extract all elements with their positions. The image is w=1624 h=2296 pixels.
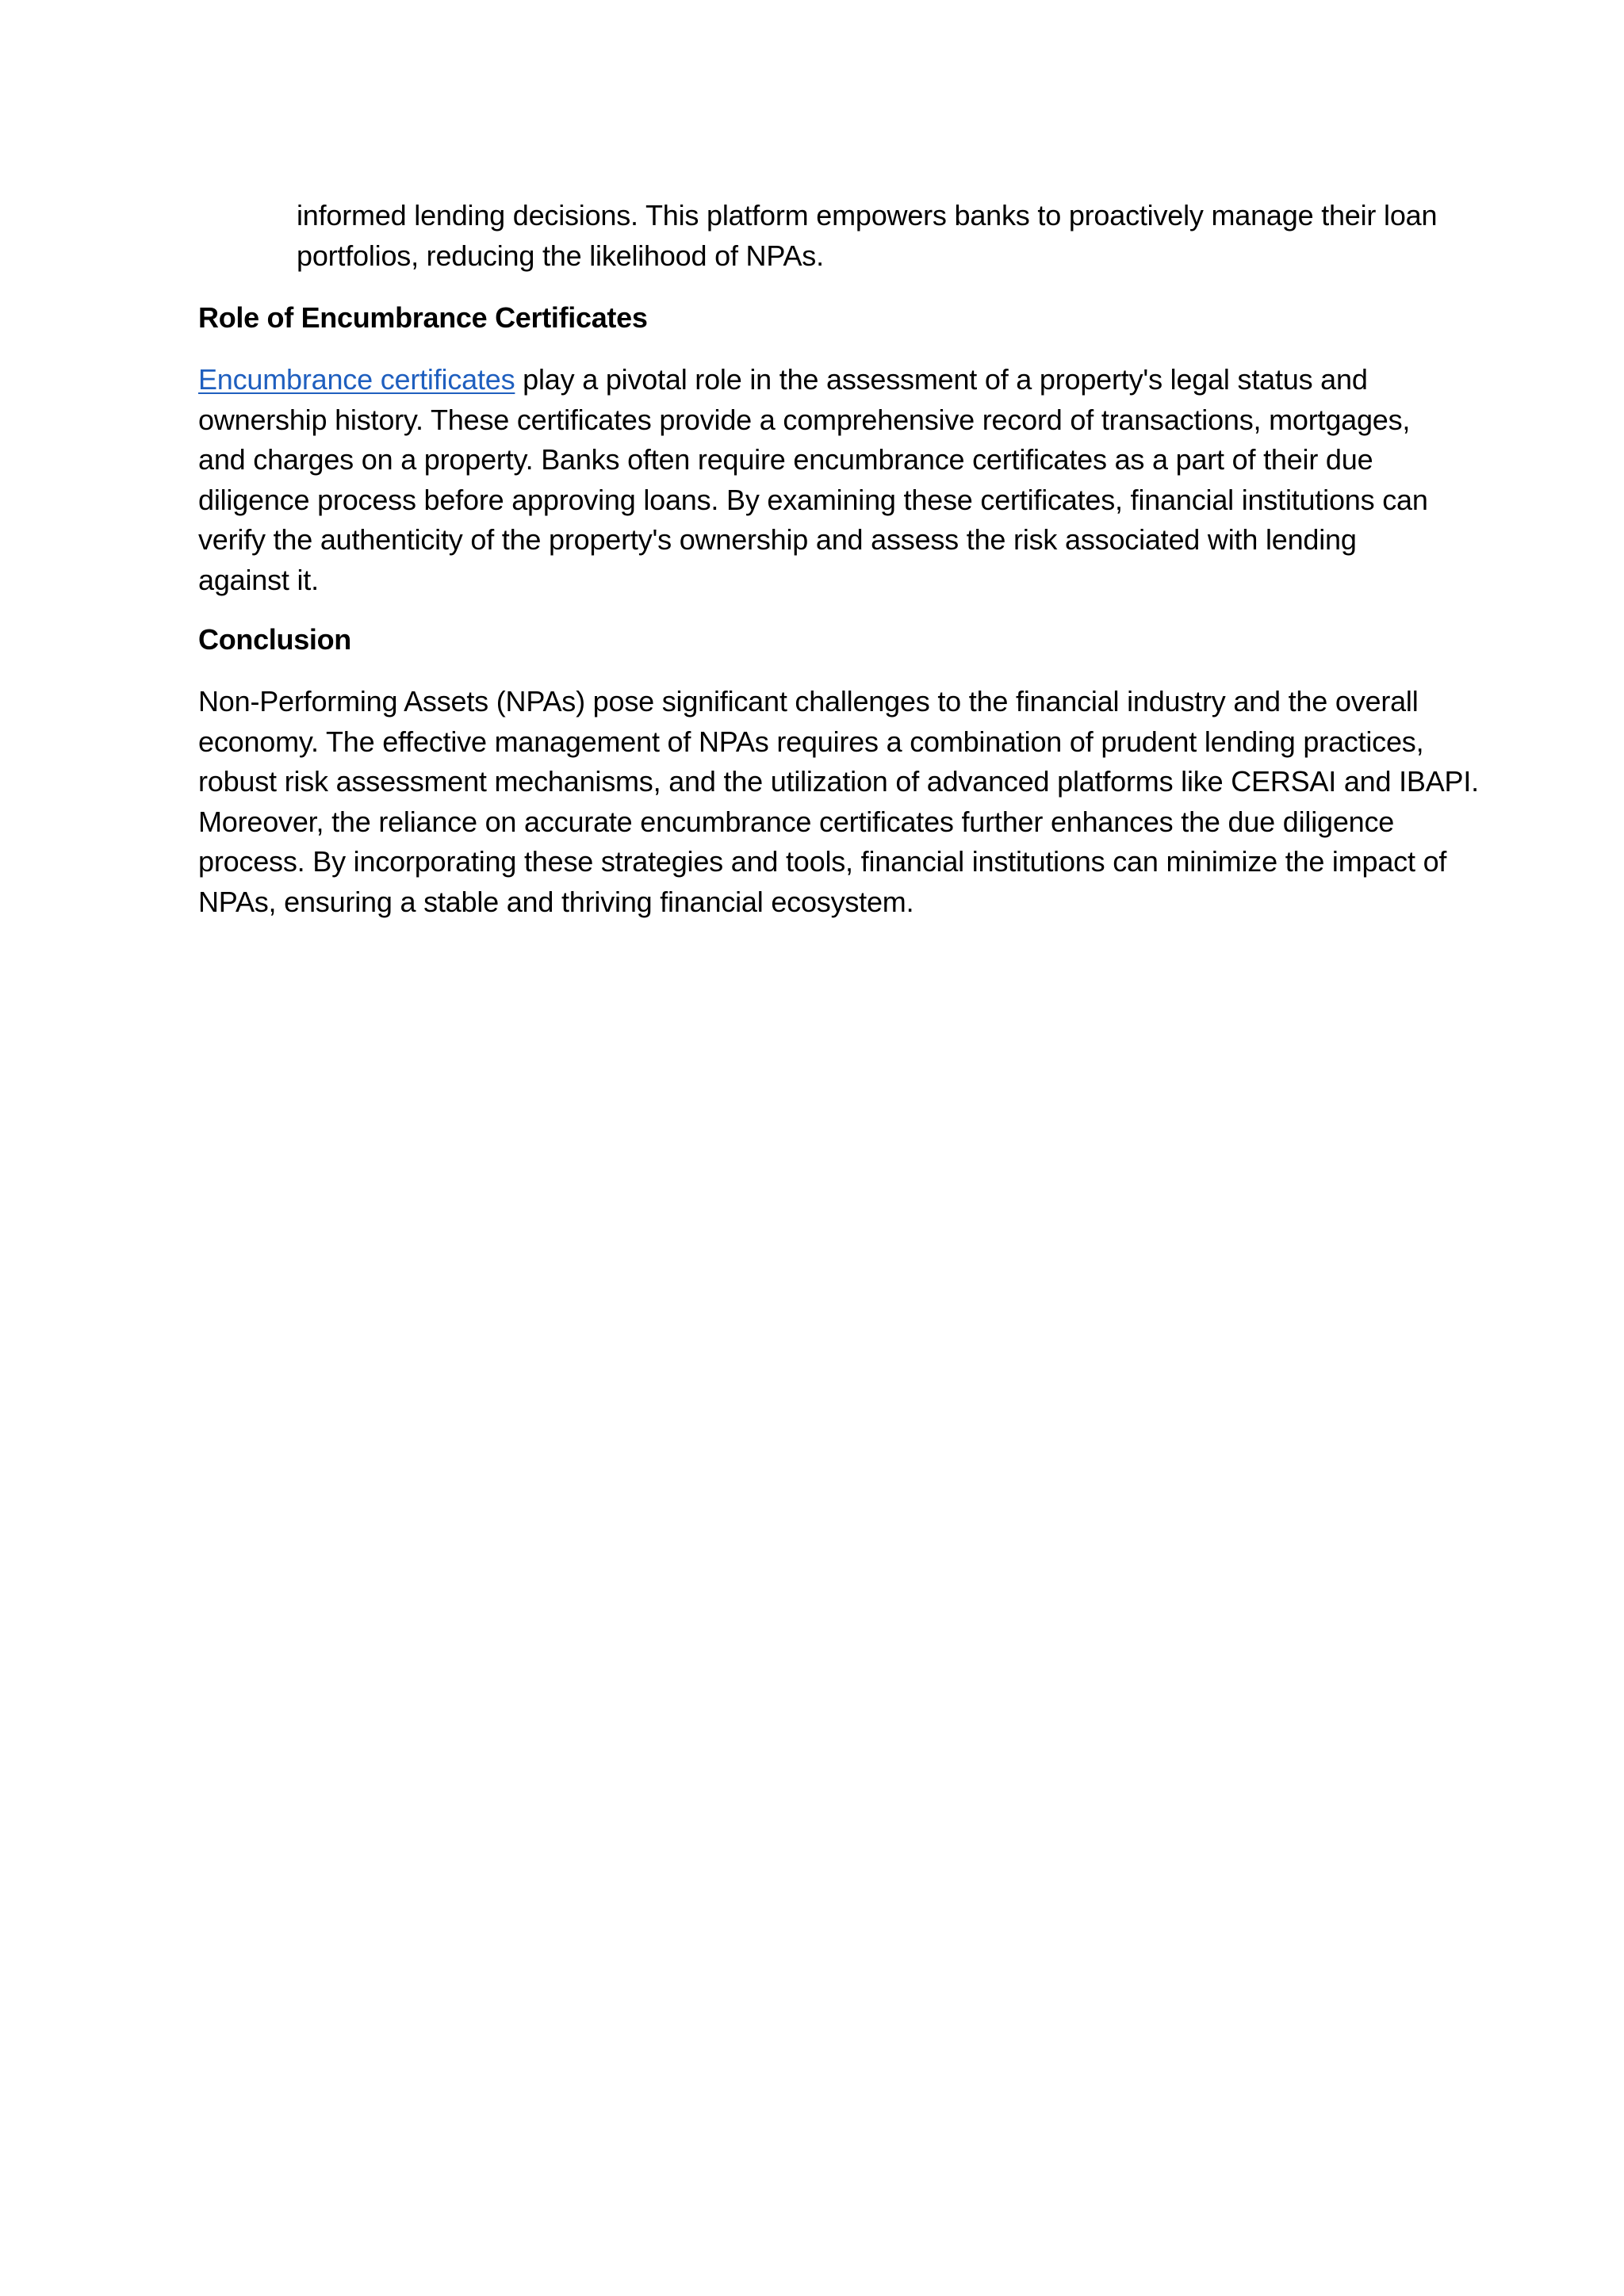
encumbrance-certificates-link[interactable]: Encumbrance certificates — [198, 363, 515, 396]
paragraph-line: process. By incorporating these strategies and tools, financial institutions can minimize the impact of — [198, 845, 1447, 878]
paragraph-line-rest: play a pivotal role in the assessment of a property's legal status and — [515, 363, 1368, 396]
list-item-line: informed lending decisions. This platform empowers banks to proactively manage their loan — [297, 199, 1438, 232]
paragraph-line: verify the authenticity of the property's ownership and assess the risk associated with lending — [198, 523, 1357, 556]
paragraph-line: against it. — [198, 563, 319, 596]
paragraph-line: economy. The effective management of NPAs requires a combination of prudent lending practices, — [198, 725, 1424, 758]
section-heading-role: Role of Encumbrance Certificates — [198, 301, 648, 334]
section-heading-conclusion: Conclusion — [198, 623, 351, 656]
paragraph-line: NPAs, ensuring a stable and thriving financial ecosystem. — [198, 885, 914, 918]
paragraph-line: Moreover, the reliance on accurate encumbrance certificates further enhances the due diligence — [198, 805, 1395, 838]
paragraph-line — [198, 360, 1443, 400]
paragraph-role — [198, 360, 1443, 600]
paragraph-line: robust risk assessment mechanisms, and the utilization of advanced platforms like CERSAI and IBAPI. — [198, 765, 1479, 798]
paragraph-line: Non-Performing Assets (NPAs) pose significant challenges to the financial industry and the overall — [198, 685, 1419, 718]
paragraph-conclusion — [198, 682, 1479, 922]
paragraph-line: and charges on a property. Banks often require encumbrance certificates as a part of their due — [198, 443, 1373, 476]
paragraph-line: ownership history. These certificates provide a comprehensive record of transactions, mortgages, — [198, 403, 1411, 436]
continued-list-item — [297, 196, 1446, 276]
list-item-line: portfolios, reducing the likelihood of NPAs. — [297, 239, 824, 272]
paragraph-line: diligence process before approving loans. By examining these certificates, financial institutions can — [198, 483, 1428, 516]
